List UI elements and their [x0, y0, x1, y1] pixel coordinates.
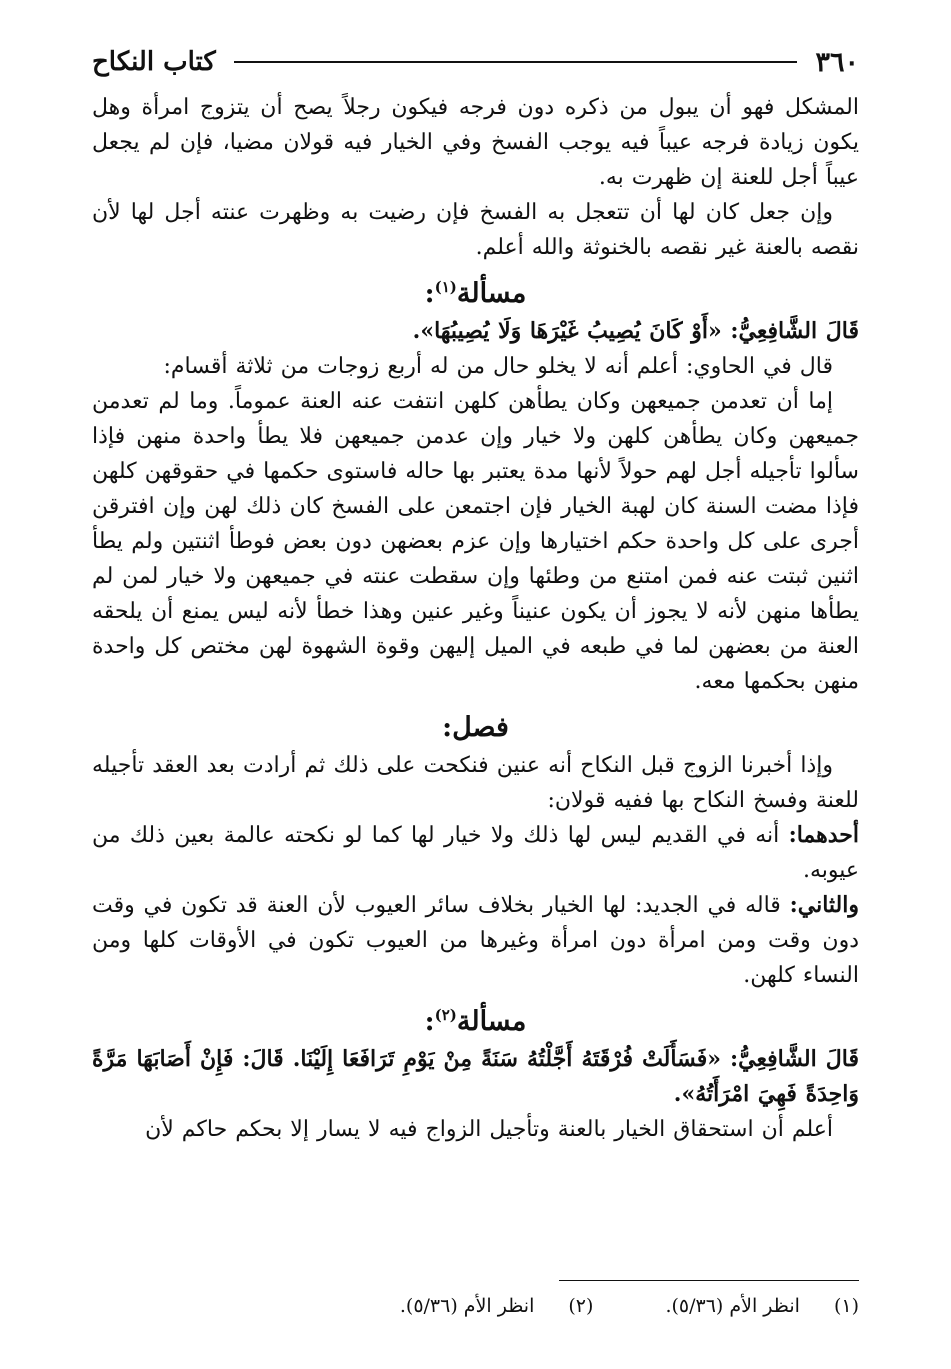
page-number: ٣٦٠ — [815, 46, 859, 78]
quote-2-text: «فَسَأَلَتْ فُرْقَتَهُ أَجَّلْتُهُ سَنَةً مِنْ يَوْمِ تَرَافَعَا إِلَيْنَا. قَالَ: فَإِنْ أَصَابَهَا مَرَّةً وَاحِدَةً فَهِيَ امْرَأَتُهُ». — [92, 1046, 859, 1107]
footnote-ref-1: (١) — [434, 278, 457, 296]
footnote-1-number: (١) — [833, 1295, 859, 1317]
page-header — [92, 42, 859, 82]
paragraph-2: وإن جعل كان لها أن تتعجل به الفسخ فإن رضيت به وظهرت عنته أجل لها لأن نقصه بالعنة غير نقصه بالخنوثة والله أعلم. — [92, 200, 859, 260]
paragraph-7-text: قاله في الجديد: لها الخيار بخلاف سائر العيوب لأن العنة قد تكون في وقت دون وقت ومن امرأة دون امرأة وغيرها من العيوب تكون في الأوقات كلها ومن النساء كلهن. — [92, 893, 859, 988]
page-content — [92, 90, 859, 1147]
heading-3-label: مسألة — [456, 1006, 527, 1037]
heading-3-colon: : — [424, 1006, 435, 1037]
footnote-1 — [665, 1292, 859, 1320]
footnote-ref-2: (٢) — [434, 1006, 457, 1024]
quote-1-lead: قَالَ الشَّافِعِيُّ: — [730, 318, 859, 344]
footnote-2 — [400, 1292, 594, 1320]
section-heading-1 — [92, 273, 859, 314]
paragraph-1: المشكل فهو أن يبول من ذكره دون فرجه فيكون رجلاً يصح أن يتزوج امرأة وهل يكون زيادة فرجه عيباً فيه يوجب الفسخ وفي الخيار فيه قولان مضيا، فإن لم يجعل عيباً أجل للعنة إن ظهرت به. — [92, 95, 859, 190]
heading-1-label: مسألة — [456, 278, 527, 309]
quote-1 — [92, 314, 859, 349]
section-heading-3 — [92, 1001, 859, 1042]
quote-2-lead: قَالَ الشَّافِعِيُّ: — [730, 1046, 859, 1072]
footnote-2-number: (٢) — [568, 1295, 594, 1317]
paragraph-7 — [92, 888, 859, 993]
paragraph-6-lead: أحدهما: — [788, 822, 859, 848]
paragraph-3: قال في الحاوي: أعلم أنه لا يخلو حال من له أربع زوجات من ثلاثة أقسام: — [163, 354, 833, 379]
section-heading-2: فصل: — [442, 712, 509, 743]
paragraph-6 — [92, 818, 859, 888]
paragraph-5: وإذا أخبرنا الزوج قبل النكاح أنه عنين فنكحت على ذلك ثم أرادت بعد العقد تأجيله للعنة وفسخ النكاح بها ففيه قولان: — [92, 753, 859, 813]
footnote-rule — [559, 1280, 859, 1281]
book-title: كتاب النكاح — [92, 47, 216, 77]
footnote-1-text: انظر الأم (٥/٣٦). — [665, 1295, 800, 1317]
quote-2 — [92, 1042, 859, 1112]
paragraph-4: إما أن تعدمن جميعهن وكان يطأهن كلهن انتفت عنه العنة عموماً. وما لم تعدمن جميعهن وكان يطأهن كلهن ولا خيار وإن عدمن جميعهن فلا يطأ واحدة منهن فإذا سألوا تأجيله أجل لهم حولاً لأنها مدة يعتبر بها حاله فاستوى حكمها في حقوقهن كلهن فإذا مضت السنة كان لهبة الخيار فإن اجتمعن على الفسخ كان ذلك لهن وإن افترقن أجرى على كل واحدة حكم اختيارها وإن عزم بعضهن دون بعض فوطأ اثنتين ولم يطأ اثنين ثبتت عنه فمن امتنع من وطئها وإن سقطت عنته في جميعهن ولا خيار لمن لم يطأها منهن لأنه لا يجوز أن يكون عنيناً وغير عنين وهذا خطأ لأنه ليس يمنع أن يلحقه العنة من بعضهن لما في طبعه في الميل إليهن وقوة الشهوة لهن مختص كل واحدة منهن بحكمها معه. — [92, 389, 859, 694]
footnotes — [92, 1292, 859, 1320]
header-rule — [234, 61, 798, 63]
footnote-2-text: انظر الأم (٥/٣٦). — [399, 1295, 535, 1317]
paragraph-8: أعلم أن استحقاق الخيار بالعنة وتأجيل الزواج فيه لا يسار إلا بحكم حاكم لأن — [145, 1117, 833, 1142]
paragraph-7-lead: والثاني: — [789, 892, 859, 918]
paragraph-6-text: أنه في القديم ليس لها ذلك ولا خيار لها كما لو نكحته عالمة بعين ذلك من عيوبه. — [92, 823, 859, 883]
heading-1-colon: : — [424, 278, 435, 309]
quote-1-text: «أَوْ كَانَ يُصِيبُ غَيْرَهَا وَلَا يُصِيبُهَا». — [412, 318, 722, 344]
